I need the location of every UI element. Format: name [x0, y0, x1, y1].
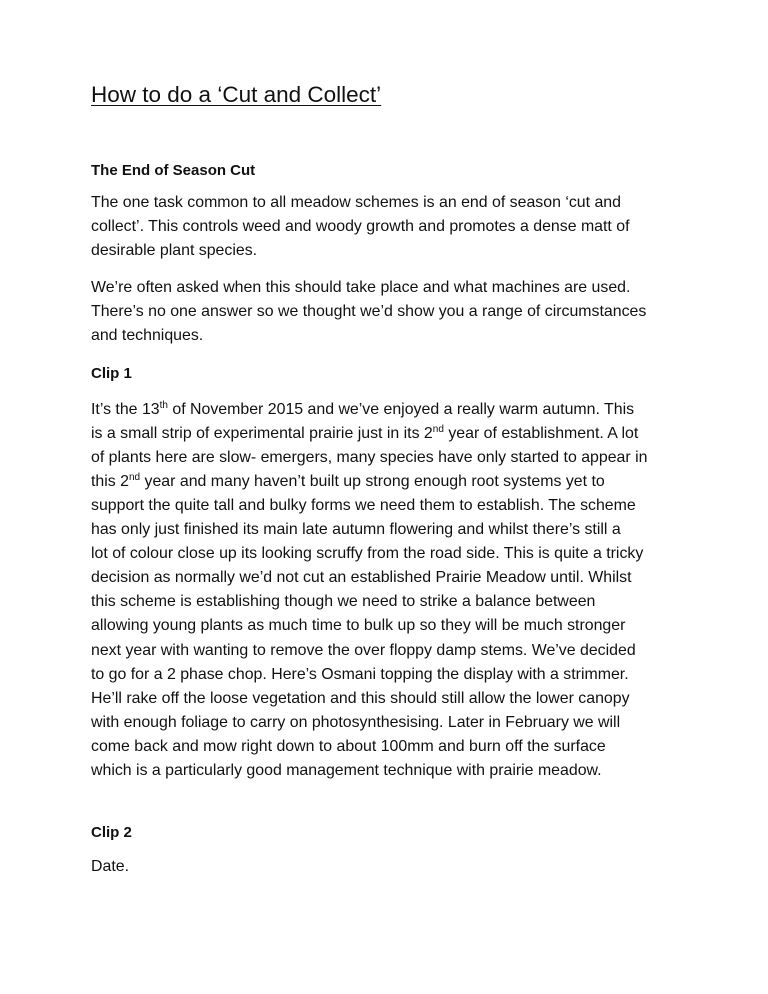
- text-line: Date.: [91, 858, 129, 876]
- text-line: which is a particularly good management technique with prairie meadow.: [91, 761, 602, 779]
- text-line: He’ll rake off the loose vegetation and this should still allow the lower canopy: [91, 689, 630, 707]
- text-segment: of November 2015 and we’ve enjoyed a really warm autumn. This: [167, 400, 635, 418]
- text-line: collect’. This controls weed and woody growth and promotes a dense matt of: [91, 218, 630, 236]
- text-segment: It’s the 13: [91, 400, 160, 418]
- document-title: How to do a ‘Cut and Collect’: [91, 82, 382, 107]
- text-line: decision as normally we’d not cut an established Prairie Meadow until. Whilst: [91, 569, 632, 587]
- text-segment: year and many haven’t built up strong enough root systems yet to: [140, 472, 605, 490]
- text-line: [91, 422, 691, 446]
- text-line: to go for a 2 phase chop. Here’s Osmani topping the display with a strimmer.: [91, 665, 629, 683]
- text-line: and techniques.: [91, 327, 204, 345]
- text-line: with enough foliage to carry on photosynthesising. Later in February we will: [91, 713, 621, 731]
- text-line: has only just finished its main late autumn flowering and whilst there’s still a: [91, 521, 621, 539]
- text-line: There’s no one answer so we thought we’d show you a range of circumstances: [91, 303, 647, 321]
- intro-paragraph: [91, 191, 691, 263]
- text-line: come back and mow right down to about 100mm and burn off the surface: [91, 737, 606, 755]
- text-line: of plants here are slow- emergers, many species have only started to appear in: [91, 448, 648, 466]
- text-line: [91, 470, 691, 494]
- text-line: next year with wanting to remove the over floppy damp stems. We’ve decided: [91, 641, 636, 659]
- ordinal-suffix: nd: [128, 471, 141, 483]
- text-line: allowing young plants as much time to bulk up so they will be much stronger: [91, 617, 626, 635]
- section-heading-clip-1: Clip 1: [91, 364, 132, 382]
- text-segment: year of establishment. A lot: [443, 424, 639, 442]
- text-line: We’re often asked when this should take place and what machines are used.: [91, 279, 631, 297]
- text-line: desirable plant species.: [91, 242, 258, 260]
- text-line: lot of colour close up its looking scruffy from the road side. This is quite a tricky: [91, 545, 644, 563]
- section-heading-clip-2: Clip 2: [91, 824, 132, 842]
- text-line: [91, 398, 691, 422]
- clip-2-paragraph: [91, 855, 691, 879]
- ordinal-suffix: nd: [432, 423, 444, 435]
- question-paragraph: [91, 276, 691, 348]
- text-line: The one task common to all meadow schemes is an end of season ‘cut and: [91, 194, 621, 211]
- ordinal-suffix: th: [159, 399, 168, 411]
- clip-1-paragraph: [91, 398, 691, 784]
- text-line: support the quite tall and bulky forms we need them to establish. The scheme: [91, 496, 636, 514]
- document-body: [91, 80, 691, 879]
- text-segment: is a small strip of experimental prairie just in its 2: [91, 424, 433, 442]
- section-heading-end-of-season-cut: The End of Season Cut: [91, 162, 256, 179]
- text-segment: this 2: [91, 472, 129, 490]
- text-line: this scheme is establishing though we need to strike a balance between: [91, 593, 596, 611]
